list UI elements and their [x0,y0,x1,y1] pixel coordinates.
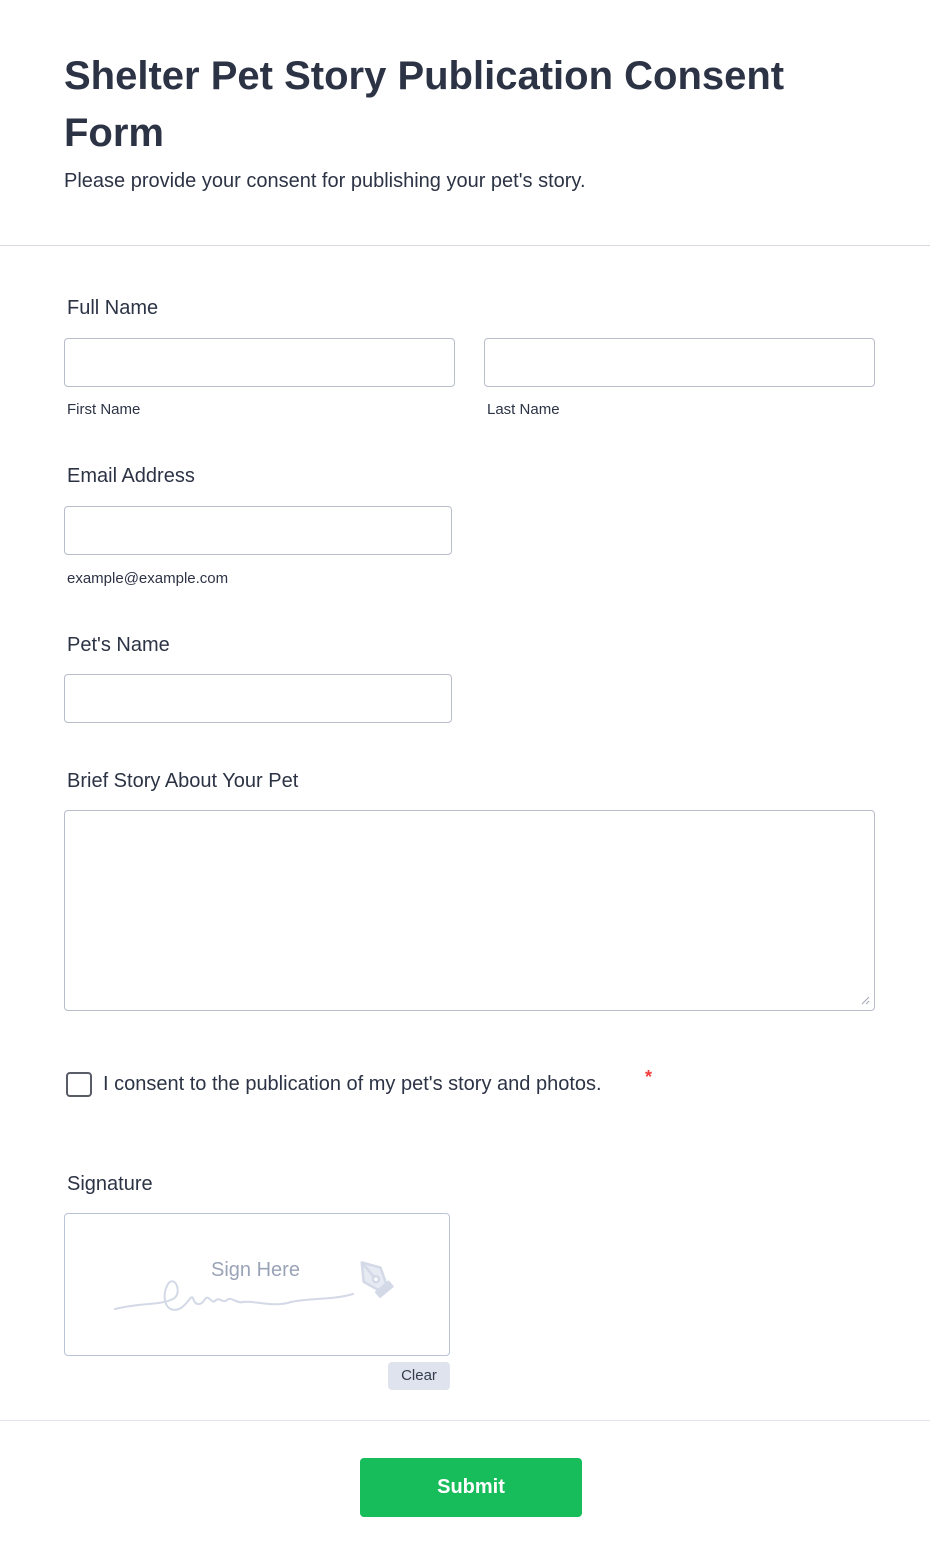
pet-name-label: Pet's Name [67,634,170,656]
consent-checkbox[interactable] [66,1072,92,1097]
form-title: Shelter Pet Story Publication Consent Form [64,54,785,155]
form-subtitle: Please provide your consent for publishing your pet's story. [64,170,586,192]
email-sublabel: example@example.com [67,570,229,587]
clear-signature-button[interactable]: Clear [388,1362,450,1390]
last-name-input[interactable] [484,338,875,387]
signature-pad[interactable] [64,1213,450,1356]
first-name-input[interactable] [64,338,455,387]
story-label: Brief Story About Your Pet [67,770,299,792]
pen-nib-icon [351,1256,397,1298]
footer-divider [0,1420,930,1421]
resize-grip-icon[interactable] [860,995,870,1005]
pet-name-input[interactable] [64,674,452,723]
signature-label: Signature [67,1173,153,1195]
consent-text: I consent to the publication of my pet's story and photos. [103,1073,602,1095]
last-name-sublabel: Last Name [487,401,560,418]
form-header [0,0,930,246]
first-name-sublabel: First Name [67,401,141,418]
required-asterisk: * [645,1067,653,1087]
story-textarea[interactable] [64,810,875,1011]
email-label: Email Address [67,465,195,487]
email-input[interactable] [64,506,452,555]
sign-here-placeholder: Sign Here [211,1259,300,1281]
full-name-label: Full Name [67,297,159,319]
submit-button[interactable]: Submit [360,1458,582,1517]
